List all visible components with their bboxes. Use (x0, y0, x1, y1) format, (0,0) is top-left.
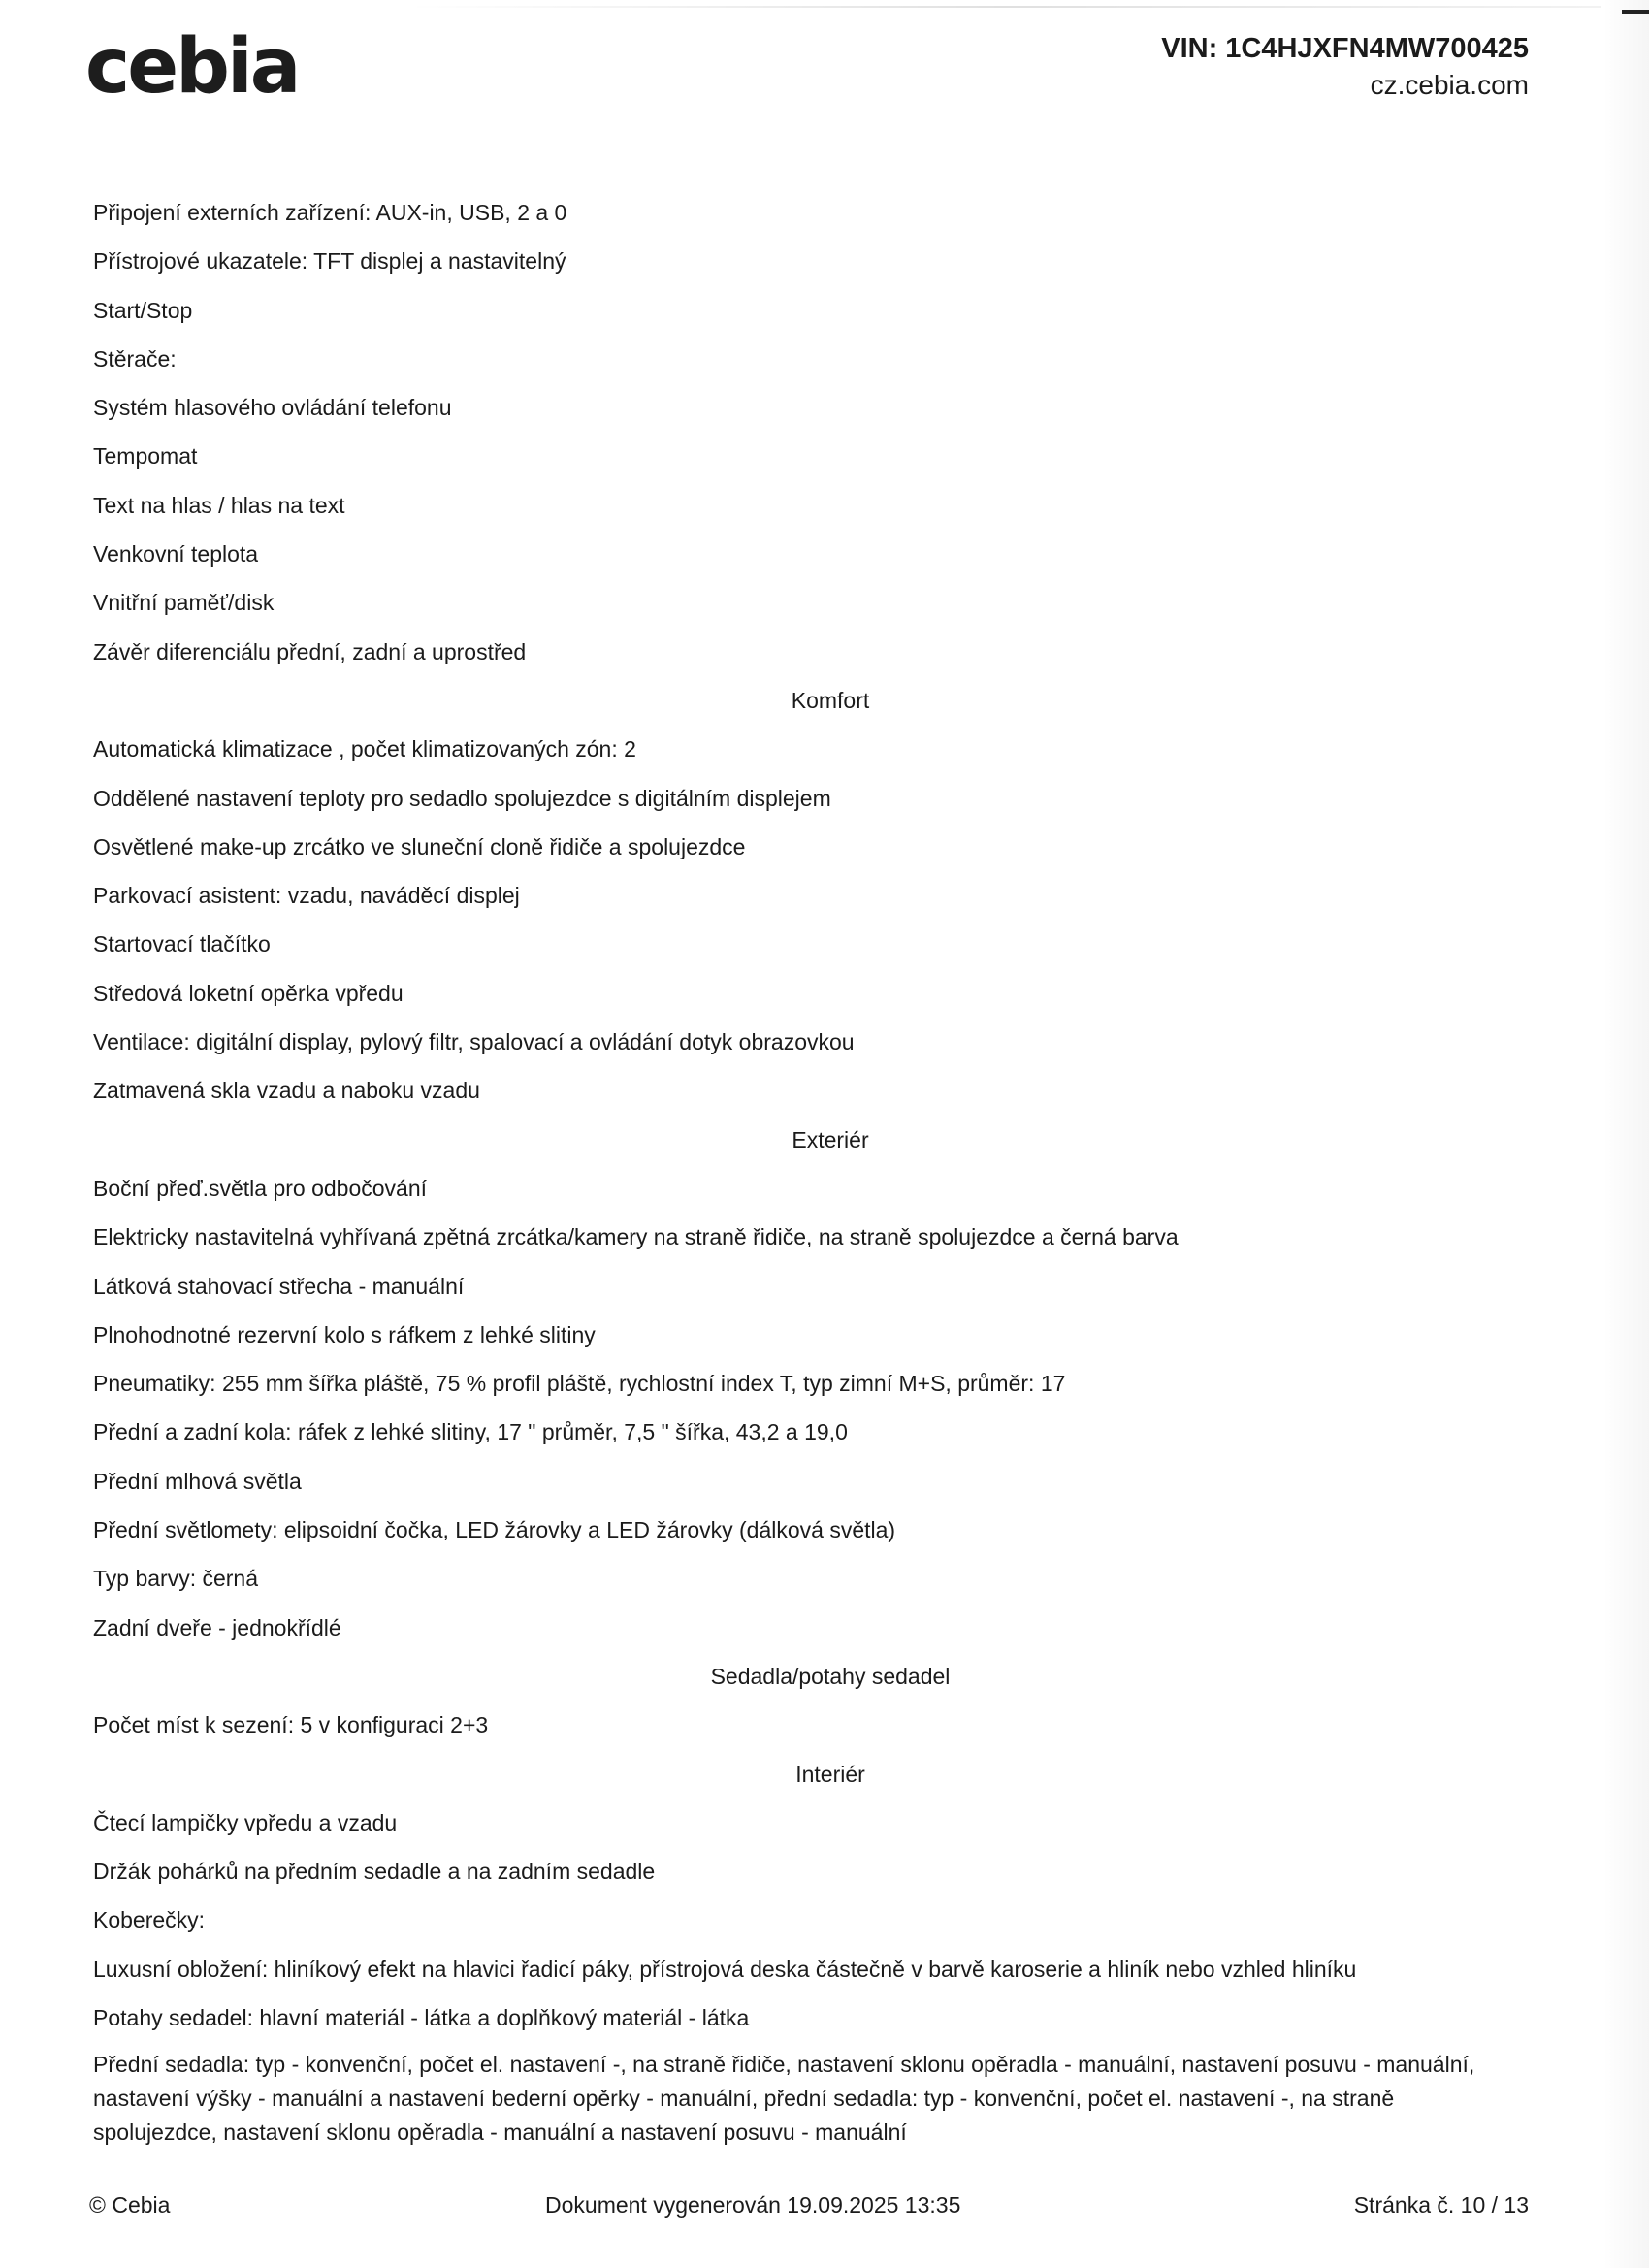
footer-copyright: © Cebia (89, 2192, 171, 2218)
equipment-item: Přední a zadní kola: ráfek z lehké slitiny, 17 " průměr, 7,5 " šířka, 43,2 a 19,0 (93, 1419, 848, 1445)
equipment-item: Automatická klimatizace , počet klimatizovaných zón: 2 (93, 736, 636, 762)
scan-edge-shadow (1602, 0, 1649, 2268)
equipment-item: Elektricky nastavitelná vyhřívaná zpětná zrcátka/kamery na straně řidiče, na straně spolujezdce a černá barva (93, 1224, 1179, 1250)
equipment-item: Typ barvy: černá (93, 1566, 259, 1592)
equipment-item: Vnitřní paměť/disk (93, 590, 275, 616)
equipment-item: Připojení externích zařízení: AUX-in, USB, 2 a 0 (93, 200, 567, 225)
section-heading: Exteriér (792, 1126, 869, 1152)
equipment-item: Středová loketní opěrka vpředu (93, 980, 404, 1006)
equipment-item: Přední světlomety: elipsoidní čočka, LED žárovky a LED žárovky (dálková světla) (93, 1517, 896, 1543)
section-heading: Interiér (795, 1761, 865, 1787)
equipment-item: Zadní dveře - jednokřídlé (93, 1614, 341, 1640)
equipment-list (93, 195, 1529, 2150)
equipment-item: Boční přeď.světla pro odbočování (93, 1175, 428, 1201)
equipment-item: Systém hlasového ovládání telefonu (93, 395, 452, 421)
equipment-item: Přední mlhová světla (93, 1468, 302, 1494)
equipment-item: Oddělené nastavení teploty pro sedadlo spolujezdce s digitálním displejem (93, 785, 831, 811)
equipment-item: Text na hlas / hlas na text (93, 492, 345, 518)
equipment-item: Potahy sedadel: hlavní materiál - látka a doplňkový materiál - látka (93, 2004, 750, 2030)
equipment-item: Stěrače: (93, 345, 177, 372)
equipment-item: Tempomat (93, 443, 198, 470)
equipment-item: Držák pohárků na předním sedadle a na zadním sedadle (93, 1859, 656, 1885)
equipment-item: Přední sedadla: typ - konvenční, počet el. nastavení -, na straně řidiče, nastavení sklonu opěradla - manuální, nastavení posuvu - manuální, nastavení výšky - manuální a nastavení bederní opěrky - manuální, přední sedadla: typ - konvenční, počet el. nastavení -, na straně spolujezdce, nastavení sklonu opěradla - manuální a nastavení posuvu - manuální (93, 2052, 1475, 2146)
equipment-item: Ventilace: digitální display, pylový filtr, spalovací a ovládání dotyk obrazovkou (93, 1029, 855, 1055)
equipment-item: Start/Stop (93, 297, 193, 323)
equipment-item: Plnohodnotné rezervní kolo s ráfkem z lehké slitiny (93, 1321, 596, 1347)
equipment-item: Parkovací asistent: vzadu, naváděcí displej (93, 883, 520, 909)
footer-generated: Dokument vygenerován 19.09.2025 13:35 (545, 2192, 961, 2218)
section-heading: Sedadla/potahy sedadel (710, 1663, 951, 1689)
equipment-item: Koberečky: (93, 1907, 206, 1933)
equipment-item: Závěr diferenciálu přední, zadní a uprostřed (93, 638, 527, 664)
equipment-item: Venkovní teplota (93, 541, 259, 567)
equipment-item: Čtecí lampičky vpředu a vzadu (93, 1809, 398, 1835)
scan-mark (1622, 10, 1649, 14)
section-heading: Komfort (791, 687, 870, 713)
equipment-item: Luxusní obložení: hliníkový efekt na hlavici řadicí páky, přístrojová deska částečně v barvě karoserie a hliník nebo vzhled hliníku (93, 1956, 1357, 1982)
cebia-logo: cebia (85, 23, 299, 111)
equipment-item: Zatmavená skla vzadu a naboku vzadu (93, 1078, 480, 1104)
scan-artifact-line (407, 6, 1600, 8)
site-url: cz.cebia.com (1370, 70, 1529, 100)
equipment-item: Přístrojové ukazatele: TFT displej a nastavitelný (93, 248, 566, 275)
equipment-item: Startovací tlačítko (93, 931, 271, 957)
equipment-item: Osvětlené make-up zrcátko ve sluneční cloně řidiče a spolujezdce (93, 833, 746, 859)
equipment-item: Pneumatiky: 255 mm šířka pláště, 75 % profil pláště, rychlostní index T, typ zimní M+S, průměr: 17 (93, 1371, 1066, 1397)
footer-page-number: Stránka č. 10 / 13 (1353, 2192, 1529, 2218)
vin-number: VIN: 1C4HJXFN4MW700425 (1161, 33, 1529, 64)
equipment-item: Látková stahovací střecha - manuální (93, 1273, 465, 1299)
equipment-item: Počet míst k sezení: 5 v konfiguraci 2+3 (93, 1712, 489, 1738)
